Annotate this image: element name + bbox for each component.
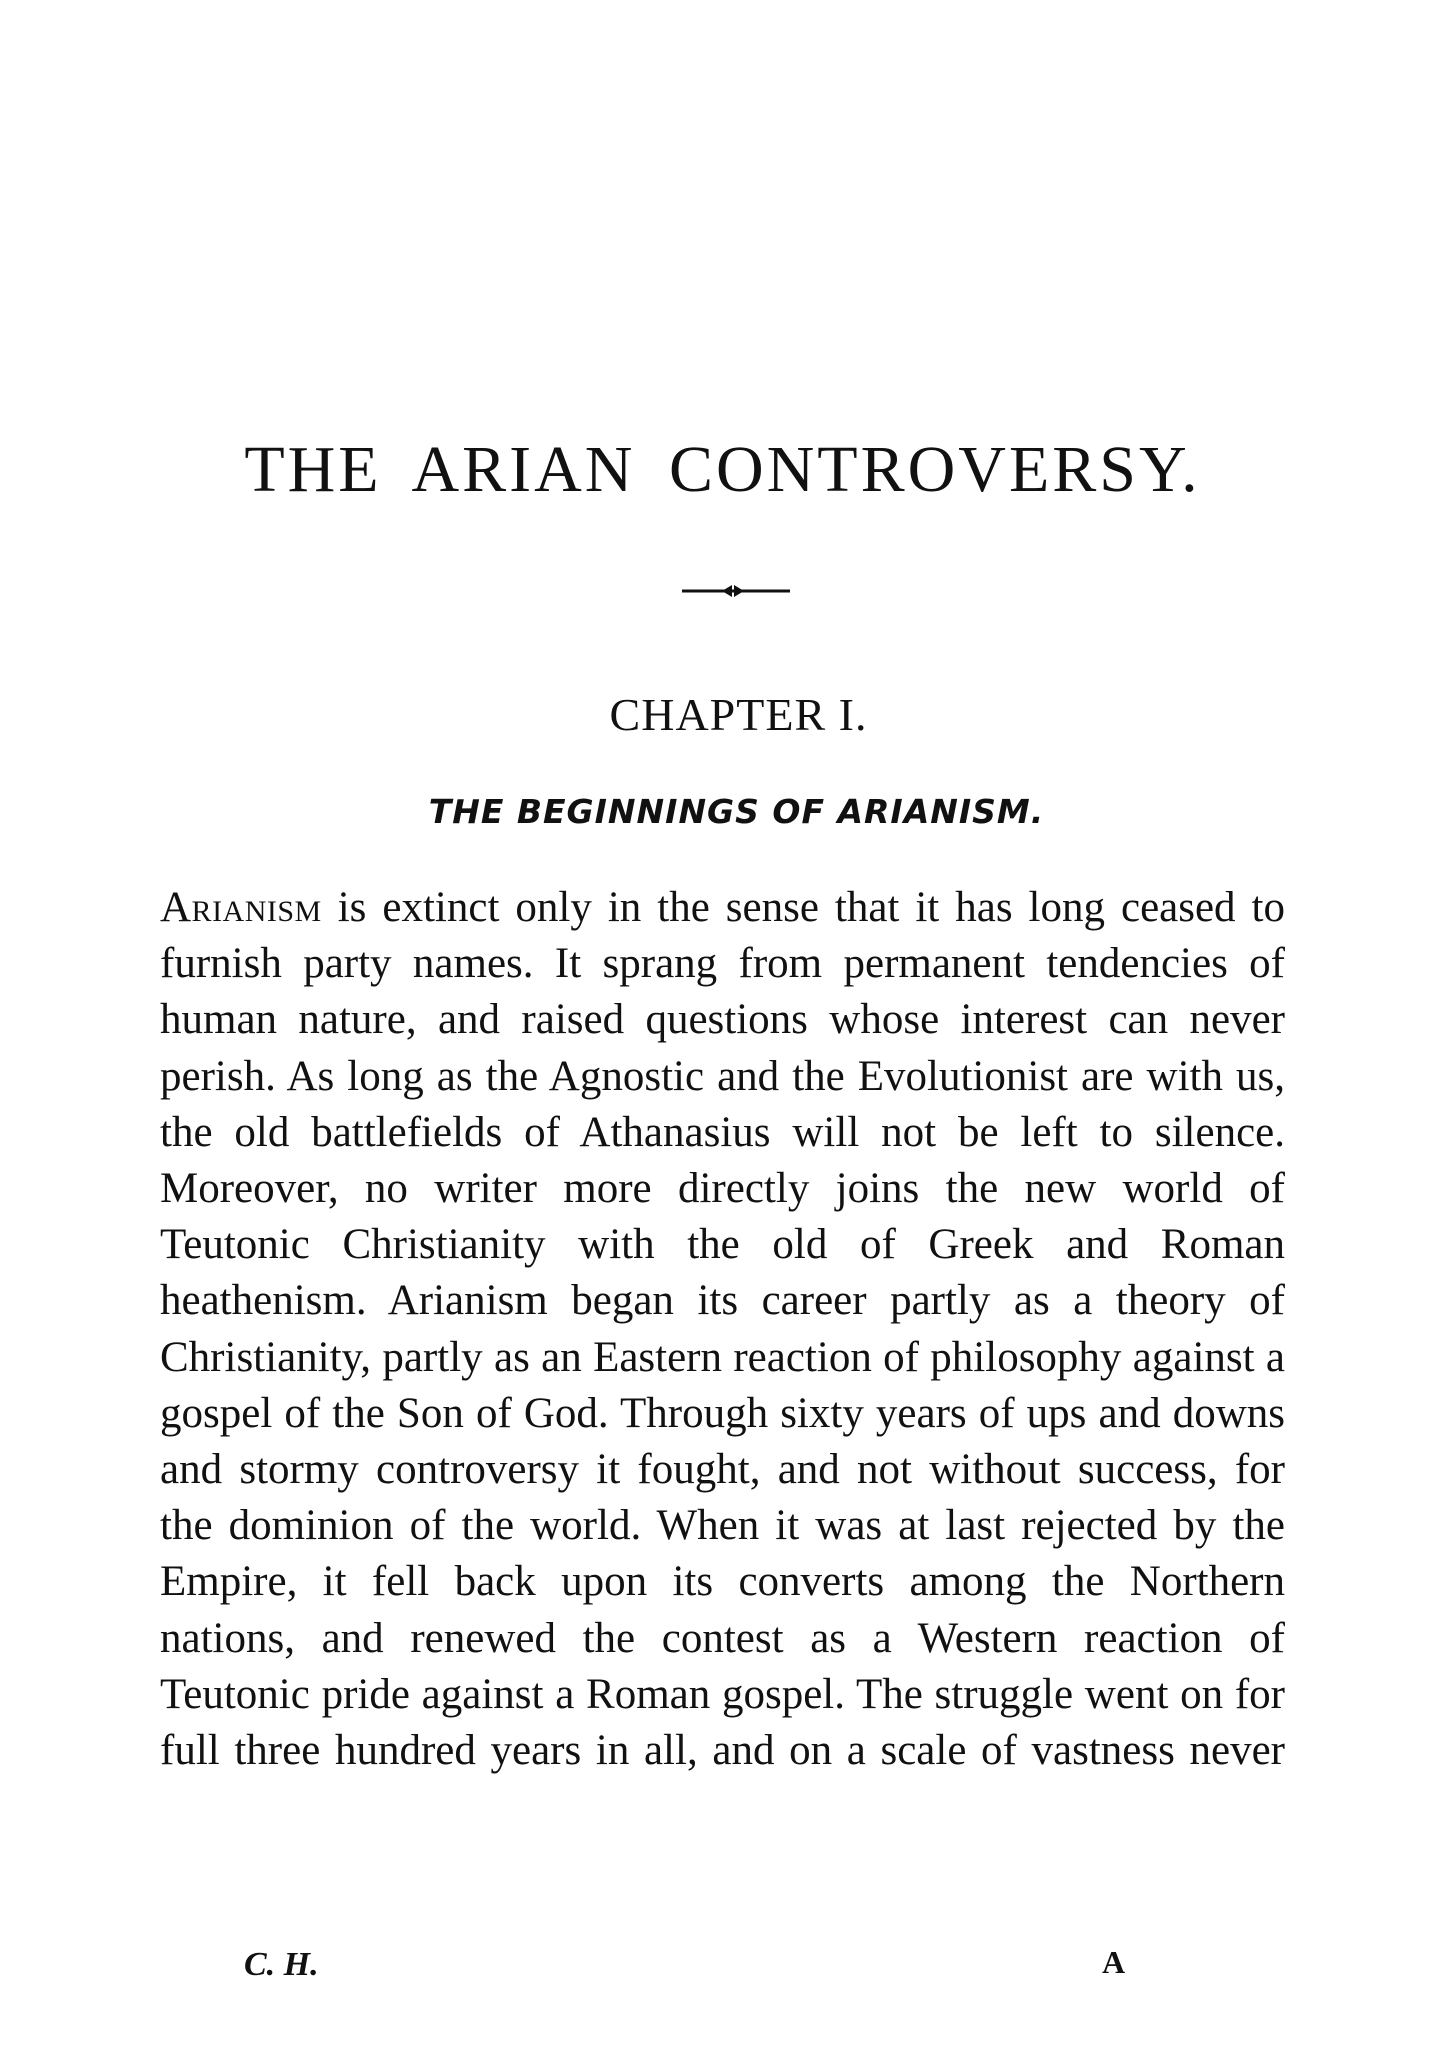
body-paragraph xyxy=(160,880,1285,1779)
chapter-subtitle: THE BEGINNINGS OF ARIANISM. xyxy=(428,792,1045,831)
body-text: is extinct only in the sense that it has long ceased to furnish party names. It sprang from permanent tendencies of human nature, and raised questions whose interest can never perish. As long as the Agnostic and the Evolutionist are with us, the old battlefields of Athanasius will not be left to silence. Moreover, no writer more directly joins the new world of Teutonic Christianity with the old of Greek and Roman heathenism. Arianism began its career partly as a theory of Christianity, partly as an Eastern reaction of philosophy against a gospel of the Son of God. Through sixty years of ups and downs and stormy controversy it fought, and not without success, for the dominion of the world. When it was at last rejected by the Empire, it fell back upon its converts among the Northern nations, and renewed the contest as a Western reaction of Teutonic pride against a Roman gospel. The struggle went on for full three hundred years in all, and on a scale of vastness never xyxy=(160,884,1285,1775)
gathering-mark: A xyxy=(1102,1944,1126,1980)
lead-word: Arianism xyxy=(160,884,322,931)
book-title: THE ARIAN CONTROVERSY. xyxy=(244,433,1201,506)
ornament-divider xyxy=(682,584,790,598)
signature-mark: C. H. xyxy=(244,1946,319,1983)
chapter-heading: CHAPTER I. xyxy=(609,689,868,740)
